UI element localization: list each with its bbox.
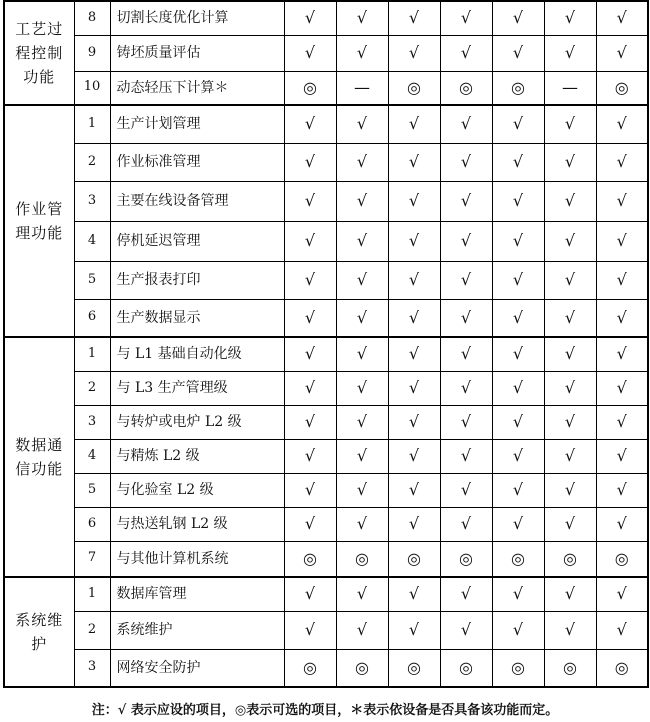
table-row — [4, 71, 648, 105]
requirement-mark: ◎ — [388, 71, 440, 105]
requirement-mark: √ — [388, 439, 440, 473]
requirement-mark: √ — [492, 577, 544, 611]
requirement-mark: √ — [596, 35, 648, 71]
table-row — [4, 1, 648, 35]
requirement-mark: √ — [284, 439, 336, 473]
requirement-mark: √ — [388, 577, 440, 611]
requirement-mark: √ — [492, 143, 544, 181]
requirement-mark: √ — [596, 507, 648, 541]
table-row — [4, 541, 648, 577]
requirement-mark: √ — [544, 611, 596, 649]
requirement-mark: √ — [388, 371, 440, 405]
requirement-mark: √ — [544, 405, 596, 439]
row-number: 7 — [74, 541, 110, 577]
table-row — [4, 35, 648, 71]
requirement-mark: √ — [440, 1, 492, 35]
table-row — [4, 261, 648, 299]
requirement-mark: √ — [284, 1, 336, 35]
requirement-mark: √ — [440, 611, 492, 649]
requirement-mark: √ — [492, 337, 544, 371]
requirement-mark: √ — [544, 143, 596, 181]
category-cell — [4, 105, 74, 337]
requirement-mark: √ — [388, 35, 440, 71]
requirement-mark: ◎ — [440, 71, 492, 105]
requirement-mark: √ — [596, 105, 648, 143]
requirement-mark: — — [336, 71, 388, 105]
function-item: 与其他计算机系统 — [110, 541, 284, 577]
function-item: 与化验室 L2 级 — [110, 473, 284, 507]
requirement-mark: — — [544, 71, 596, 105]
requirement-mark: √ — [492, 473, 544, 507]
requirement-mark: √ — [388, 611, 440, 649]
category-cell — [4, 577, 74, 687]
function-item: 与精炼 L2 级 — [110, 439, 284, 473]
requirement-mark: √ — [492, 181, 544, 221]
table-row — [4, 143, 648, 181]
requirement-mark: ◎ — [284, 71, 336, 105]
table-row — [4, 181, 648, 221]
requirement-mark: ◎ — [284, 541, 336, 577]
requirement-mark: √ — [336, 143, 388, 181]
requirement-mark: √ — [440, 473, 492, 507]
requirement-mark: √ — [388, 143, 440, 181]
requirement-mark: √ — [388, 261, 440, 299]
requirement-mark: √ — [596, 371, 648, 405]
table-row — [4, 473, 648, 507]
requirement-mark: √ — [544, 221, 596, 261]
requirement-mark: √ — [440, 143, 492, 181]
function-item: 生产报表打印 — [110, 261, 284, 299]
requirement-mark: √ — [336, 1, 388, 35]
requirement-mark: √ — [544, 473, 596, 507]
requirement-mark: √ — [336, 221, 388, 261]
row-number: 10 — [74, 71, 110, 105]
requirement-mark: ◎ — [388, 541, 440, 577]
requirement-mark: √ — [596, 611, 648, 649]
row-number: 3 — [74, 649, 110, 687]
function-item: 系统维护 — [110, 611, 284, 649]
requirement-mark: √ — [440, 507, 492, 541]
requirement-mark: √ — [284, 261, 336, 299]
requirement-mark: √ — [284, 105, 336, 143]
requirement-mark: √ — [388, 405, 440, 439]
category-cell — [4, 1, 74, 105]
requirement-mark: √ — [440, 35, 492, 71]
requirement-mark: √ — [336, 439, 388, 473]
function-item: 生产计划管理 — [110, 105, 284, 143]
requirement-mark: √ — [492, 507, 544, 541]
row-number: 2 — [74, 143, 110, 181]
requirement-mark: √ — [284, 221, 336, 261]
table-row — [4, 507, 648, 541]
requirement-mark: √ — [388, 221, 440, 261]
table-row — [4, 337, 648, 371]
requirement-mark: √ — [388, 337, 440, 371]
requirement-mark: √ — [336, 337, 388, 371]
requirement-mark: √ — [336, 105, 388, 143]
table-row — [4, 105, 648, 143]
requirement-mark: √ — [544, 35, 596, 71]
requirement-mark: √ — [492, 221, 544, 261]
table-row — [4, 405, 648, 439]
category-label: 数据通信功能 — [15, 436, 64, 478]
requirement-mark: √ — [336, 371, 388, 405]
requirement-mark: √ — [544, 371, 596, 405]
requirement-mark: √ — [492, 299, 544, 337]
row-number: 1 — [74, 337, 110, 371]
requirement-mark: √ — [440, 221, 492, 261]
requirement-mark: √ — [440, 337, 492, 371]
requirement-mark: √ — [596, 439, 648, 473]
row-number: 3 — [74, 405, 110, 439]
requirement-mark: √ — [284, 611, 336, 649]
requirement-mark: √ — [596, 337, 648, 371]
row-number: 1 — [74, 577, 110, 611]
requirement-mark: √ — [596, 181, 648, 221]
category-cell — [4, 337, 74, 577]
requirement-mark: √ — [388, 507, 440, 541]
requirement-mark: √ — [440, 439, 492, 473]
requirement-mark: √ — [492, 1, 544, 35]
requirement-mark: √ — [336, 473, 388, 507]
table-row — [4, 439, 648, 473]
requirement-mark: √ — [336, 577, 388, 611]
function-item: 停机延迟管理 — [110, 221, 284, 261]
requirement-mark: √ — [492, 611, 544, 649]
requirement-mark: √ — [492, 105, 544, 143]
requirement-mark: √ — [284, 337, 336, 371]
requirement-mark: √ — [596, 473, 648, 507]
requirement-mark: √ — [544, 105, 596, 143]
requirement-mark: ◎ — [596, 541, 648, 577]
function-item: 与热送轧钢 L2 级 — [110, 507, 284, 541]
requirement-mark: √ — [596, 405, 648, 439]
function-item: 切割长度优化计算 — [110, 1, 284, 35]
requirement-mark: √ — [284, 181, 336, 221]
requirement-mark: ◎ — [492, 71, 544, 105]
requirement-mark: √ — [492, 405, 544, 439]
requirement-mark: √ — [544, 181, 596, 221]
requirement-mark: √ — [492, 35, 544, 71]
requirement-mark: √ — [284, 299, 336, 337]
function-item: 数据库管理 — [110, 577, 284, 611]
requirement-mark: ◎ — [284, 649, 336, 687]
requirement-mark: √ — [544, 439, 596, 473]
row-number: 4 — [74, 221, 110, 261]
requirement-mark: ◎ — [596, 71, 648, 105]
requirement-mark: √ — [440, 105, 492, 143]
requirement-mark: ◎ — [336, 649, 388, 687]
requirement-mark: ◎ — [388, 649, 440, 687]
function-item: 与 L3 生产管理级 — [110, 371, 284, 405]
requirement-mark: ◎ — [440, 649, 492, 687]
function-item: 主要在线设备管理 — [110, 181, 284, 221]
requirement-mark: √ — [388, 1, 440, 35]
requirement-mark: √ — [440, 299, 492, 337]
requirement-mark: √ — [596, 1, 648, 35]
requirement-mark: √ — [284, 473, 336, 507]
requirement-mark: √ — [492, 439, 544, 473]
table-row — [4, 577, 648, 611]
function-item: 铸坯质量评估 — [110, 35, 284, 71]
requirement-mark: √ — [544, 577, 596, 611]
requirement-mark: √ — [544, 1, 596, 35]
requirement-mark: √ — [336, 299, 388, 337]
row-number: 6 — [74, 299, 110, 337]
requirement-mark: √ — [388, 299, 440, 337]
requirement-mark: ◎ — [596, 649, 648, 687]
requirement-mark: √ — [492, 371, 544, 405]
requirement-mark: √ — [388, 473, 440, 507]
requirement-mark: √ — [284, 507, 336, 541]
requirement-mark: √ — [596, 261, 648, 299]
requirement-mark: √ — [336, 611, 388, 649]
requirement-mark: √ — [440, 261, 492, 299]
requirement-mark: ◎ — [440, 541, 492, 577]
table-body — [4, 1, 648, 687]
requirement-mark: √ — [440, 181, 492, 221]
requirement-mark: √ — [284, 371, 336, 405]
function-item: 与转炉或电炉 L2 级 — [110, 405, 284, 439]
table-row — [4, 371, 648, 405]
requirement-mark: √ — [388, 105, 440, 143]
requirement-mark: √ — [596, 299, 648, 337]
requirement-mark: ◎ — [336, 541, 388, 577]
table-row — [4, 649, 648, 687]
requirement-mark: ◎ — [492, 649, 544, 687]
table-footnote: 注：√ 表示应设的项目，◎表示可选的项目，＊表示依设备是否具备该功能而定。 — [91, 703, 559, 718]
row-number: 5 — [74, 261, 110, 299]
requirement-mark: √ — [544, 507, 596, 541]
requirement-mark: √ — [440, 577, 492, 611]
requirement-mark: √ — [440, 405, 492, 439]
requirement-mark: √ — [336, 35, 388, 71]
row-number: 3 — [74, 181, 110, 221]
table-row — [4, 611, 648, 649]
requirement-mark: √ — [596, 577, 648, 611]
function-item: 网络安全防护 — [110, 649, 284, 687]
row-number: 2 — [74, 611, 110, 649]
function-table — [3, 0, 649, 688]
requirement-mark: √ — [544, 299, 596, 337]
requirement-mark: √ — [544, 337, 596, 371]
requirement-mark: √ — [596, 143, 648, 181]
row-number: 8 — [74, 1, 110, 35]
category-label: 工艺过程控制功能 — [15, 20, 64, 86]
requirement-mark: √ — [336, 181, 388, 221]
row-number: 6 — [74, 507, 110, 541]
requirement-mark: ◎ — [544, 541, 596, 577]
function-item: 生产数据显示 — [110, 299, 284, 337]
row-number: 9 — [74, 35, 110, 71]
function-item: 与 L1 基础自动化级 — [110, 337, 284, 371]
requirement-mark: ◎ — [492, 541, 544, 577]
category-label: 系统维护 — [15, 611, 64, 653]
function-item: 作业标准管理 — [110, 143, 284, 181]
row-number: 4 — [74, 439, 110, 473]
requirement-mark: √ — [336, 507, 388, 541]
requirement-mark: √ — [284, 405, 336, 439]
table-row — [4, 221, 648, 261]
requirement-mark: √ — [336, 405, 388, 439]
requirement-mark: √ — [492, 261, 544, 299]
requirement-mark: √ — [596, 221, 648, 261]
requirement-mark: √ — [284, 143, 336, 181]
requirement-mark: √ — [388, 181, 440, 221]
requirement-mark: √ — [284, 577, 336, 611]
requirement-mark: √ — [544, 261, 596, 299]
requirement-mark: √ — [440, 371, 492, 405]
requirement-mark: √ — [336, 261, 388, 299]
table-row — [4, 299, 648, 337]
requirement-mark: ◎ — [544, 649, 596, 687]
category-label: 作业管理功能 — [15, 200, 64, 242]
row-number: 5 — [74, 473, 110, 507]
row-number: 2 — [74, 371, 110, 405]
requirement-mark: √ — [284, 35, 336, 71]
function-item: 动态轻压下计算＊ — [110, 71, 284, 105]
row-number: 1 — [74, 105, 110, 143]
